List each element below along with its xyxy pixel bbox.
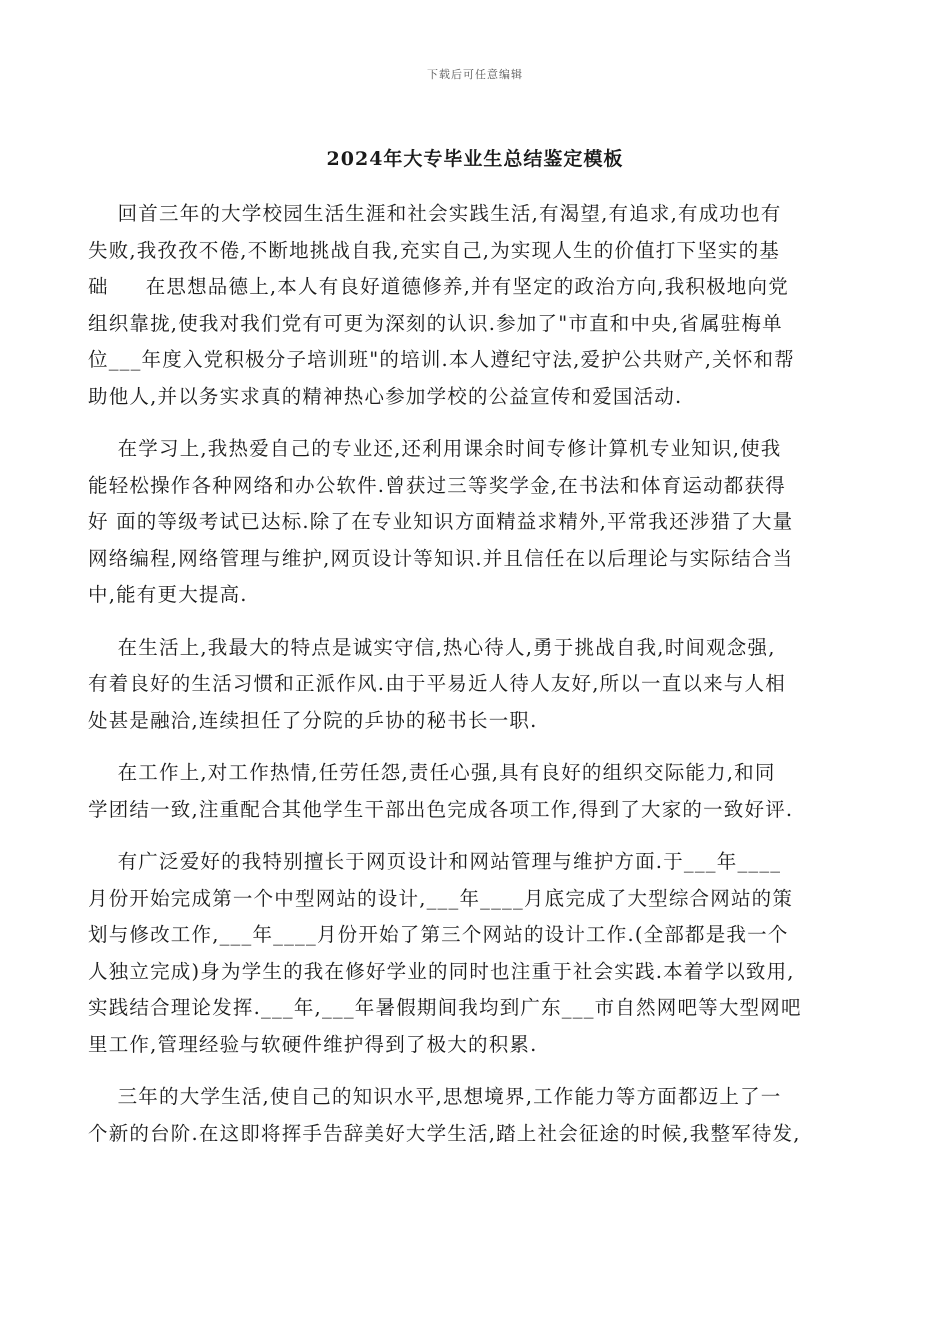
paragraph-line: 学团结一致,注重配合其他学生干部出色完成各项工作,得到了大家的一致好评. bbox=[88, 797, 794, 821]
paragraph-line: 处甚是融洽,连续担任了分院的乒协的秘书长一职. bbox=[88, 708, 538, 732]
paragraph-line: 回首三年的大学校园生活生涯和社会实践生活,有渴望,有追求,有成功也有 bbox=[88, 202, 782, 225]
paragraph-line: 有着良好的生活习惯和正派作风.由于平易近人待人友好,所以一直以来与人相 bbox=[88, 672, 786, 695]
paragraph-line: 划与修改工作,___年____月份开始了第三个网站的设计工作.(全部都是我一个 bbox=[88, 923, 789, 946]
paragraph-line: 组织靠拢,使我对我们党有可更为深刻的认识.参加了"市直和中央,省属驻梅单 bbox=[88, 311, 783, 335]
paragraph bbox=[88, 1079, 862, 1152]
paragraph-line: 在工作上,对工作热情,任劳任怨,责任心强,具有良好的组织交际能力,和同 bbox=[88, 761, 776, 784]
paragraph-line: 月份开始完成第一个中型网站的设计,___年____月底完成了大型综合网站的策 bbox=[88, 886, 794, 910]
document-title: 2024年大专毕业生总结鉴定模板 bbox=[326, 148, 624, 170]
paragraph-line: 有广泛爱好的我特别擅长于网页设计和网站管理与维护方面.于___年____ bbox=[88, 850, 782, 873]
paragraph bbox=[88, 196, 862, 415]
paragraph-line: 中,能有更大提高. bbox=[88, 583, 248, 606]
paragraph-line: 人独立完成)身为学生的我在修好学业的同时也注重于社会实践.本着学以致用, bbox=[88, 959, 795, 983]
paragraph-line: 里工作,管理经验与软硬件维护得到了极大的积累. bbox=[88, 1032, 538, 1056]
paragraph-line: 好 面的等级考试已达标.除了在专业知识方面精益求精外,平常我还涉猎了大量 bbox=[88, 510, 794, 533]
header-note: 下载后可任意编辑 bbox=[427, 68, 523, 81]
paragraph-line: 三年的大学生活,使自己的知识水平,思想境界,工作能力等方面都迈上了一 bbox=[88, 1085, 782, 1108]
paragraph-line: 础 在思想品德上,本人有良好道德修养,并有坚定的政治方向,我积极地向党 bbox=[88, 275, 789, 298]
paragraph bbox=[88, 630, 862, 740]
paragraph-line: 在学习上,我热爱自己的专业还,还利用课余时间专修计算机专业知识,使我 bbox=[88, 437, 782, 460]
paragraph-line: 在生活上,我最大的特点是诚实守信,热心待人,勇于挑战自我,时间观念强, bbox=[88, 635, 776, 659]
paragraph-line: 实践结合理论发挥.___年,___年暑假期间我均到广东___市自然网吧等大型网吧 bbox=[88, 996, 802, 1019]
paragraph bbox=[88, 431, 862, 614]
paragraph-line: 网络编程,网络管理与维护,网页设计等知识.并且信任在以后理论与实际结合当 bbox=[88, 546, 794, 570]
paragraph-line: 助他人,并以务实求真的精神热心参加学校的公益宣传和爱国活动. bbox=[88, 384, 683, 408]
paragraph-line: 位___年度入党积极分子培训班"的培训.本人遵纪守法,爱护公共财产,关怀和帮 bbox=[88, 348, 795, 371]
document-body bbox=[88, 196, 862, 1168]
paragraph bbox=[88, 844, 862, 1063]
paragraph-line: 个新的台阶.在这即将挥手告辞美好大学生活,踏上社会征途的时候,我整军待发, bbox=[88, 1121, 801, 1145]
paragraph-line: 能轻松操作各种网络和办公软件.曾获过三等奖学金,在书法和体育运动都获得 bbox=[88, 473, 786, 497]
paragraph bbox=[88, 755, 862, 828]
paragraph-line: 失败,我孜孜不倦,不断地挑战自我,充实自己,为实现人生的价值打下坚实的基 bbox=[88, 238, 780, 262]
